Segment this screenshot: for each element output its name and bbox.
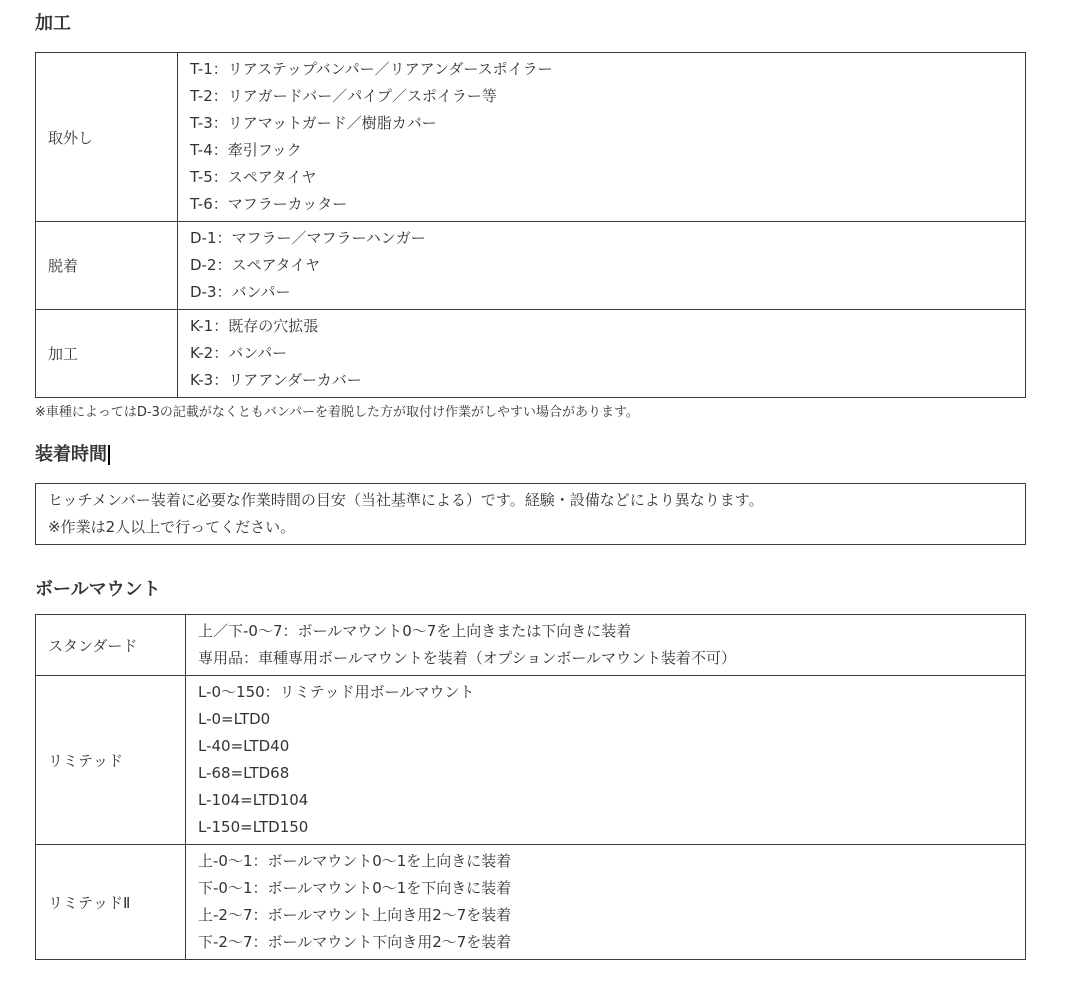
processing-note: ※車種によってはD-3の記載がなくともバンパーを着脱した方が取付け作業がしやすい場合があります。: [35, 405, 639, 420]
cell-line: K-3：リアアンダーカバー: [190, 371, 362, 389]
cell-line: K-1：既存の穴拡張: [190, 317, 319, 335]
cell-line: L-0=LTD0: [198, 710, 271, 728]
cell-line: T-3：リアマットガード／樹脂カバー: [190, 114, 437, 132]
cell-line: L-40=LTD40: [198, 737, 290, 755]
table-row-limited: [36, 676, 1026, 845]
info-line: ※作業は2人以上で行ってください。: [48, 518, 296, 536]
table-row-standard: [36, 615, 1026, 676]
cell-line: T-6：マフラーカッター: [190, 195, 348, 213]
row-label: スタンダード: [36, 615, 186, 676]
table-row-limited-2: [36, 845, 1026, 960]
cell-line: K-2：バンパー: [190, 344, 288, 362]
cell-line: 専用品：車種専用ボールマウントを装着（オプションボールマウント装着不可）: [198, 649, 737, 667]
section-heading-ball-mount: ボールマウント: [35, 579, 161, 600]
cell-line: D-1：マフラー／マフラーハンガー: [190, 229, 426, 247]
cell-line: 上-0～1：ボールマウント0～1を上向きに装着: [198, 852, 512, 870]
section-heading-processing: 加工: [35, 13, 71, 34]
cell-line: D-3：バンパー: [190, 283, 291, 301]
cell-line: L-104=LTD104: [198, 791, 309, 809]
row-content: [178, 310, 1026, 398]
table-row-machining: [36, 310, 1026, 398]
text-caret: [108, 445, 110, 465]
cell-line: 上-2～7：ボールマウント上向き用2～7を装着: [198, 906, 512, 924]
info-line: ヒッチメンバー装着に必要な作業時間の目安（当社基準による）です。経験・設備などにより異なります。: [48, 491, 764, 509]
row-label: 加工: [36, 310, 178, 398]
row-content: [178, 222, 1026, 310]
row-label: 脱着: [36, 222, 178, 310]
row-content: [178, 53, 1026, 222]
row-content: [186, 615, 1026, 676]
row-content: [186, 845, 1026, 960]
cell-line: D-2：スペアタイヤ: [190, 256, 321, 274]
cell-line: L-150=LTD150: [198, 818, 309, 836]
table-row-detach: [36, 222, 1026, 310]
cell-line: T-5：スペアタイヤ: [190, 168, 317, 186]
cell-line: T-1：リアステップバンパー／リアアンダースポイラー: [190, 60, 553, 78]
install-time-info-box: [35, 483, 1026, 545]
cell-line: L-68=LTD68: [198, 764, 290, 782]
row-label: 取外し: [36, 53, 178, 222]
processing-table: [35, 52, 1026, 398]
cell-line: T-4：牽引フック: [190, 141, 302, 159]
cell-line: L-0～150：リミテッド用ボールマウント: [198, 683, 475, 701]
section-heading-install-time: [35, 444, 1067, 466]
cell-line: T-2：リアガードバー／パイプ／スポイラー等: [190, 87, 497, 105]
cell-line: 上／下-0～7：ボールマウント0～7を上向きまたは下向きに装着: [198, 622, 632, 640]
cell-line: 下-0～1：ボールマウント0～1を下向きに装着: [198, 879, 512, 897]
table-row-removal: [36, 53, 1026, 222]
row-label: リミテッド: [36, 676, 186, 845]
ball-mount-table: [35, 614, 1026, 960]
cell-line: 下-2～7：ボールマウント下向き用2～7を装着: [198, 933, 512, 951]
install-time-heading-text: 装着時間: [35, 444, 107, 465]
row-label: リミテッドⅡ: [36, 845, 186, 960]
row-content: [186, 676, 1026, 845]
